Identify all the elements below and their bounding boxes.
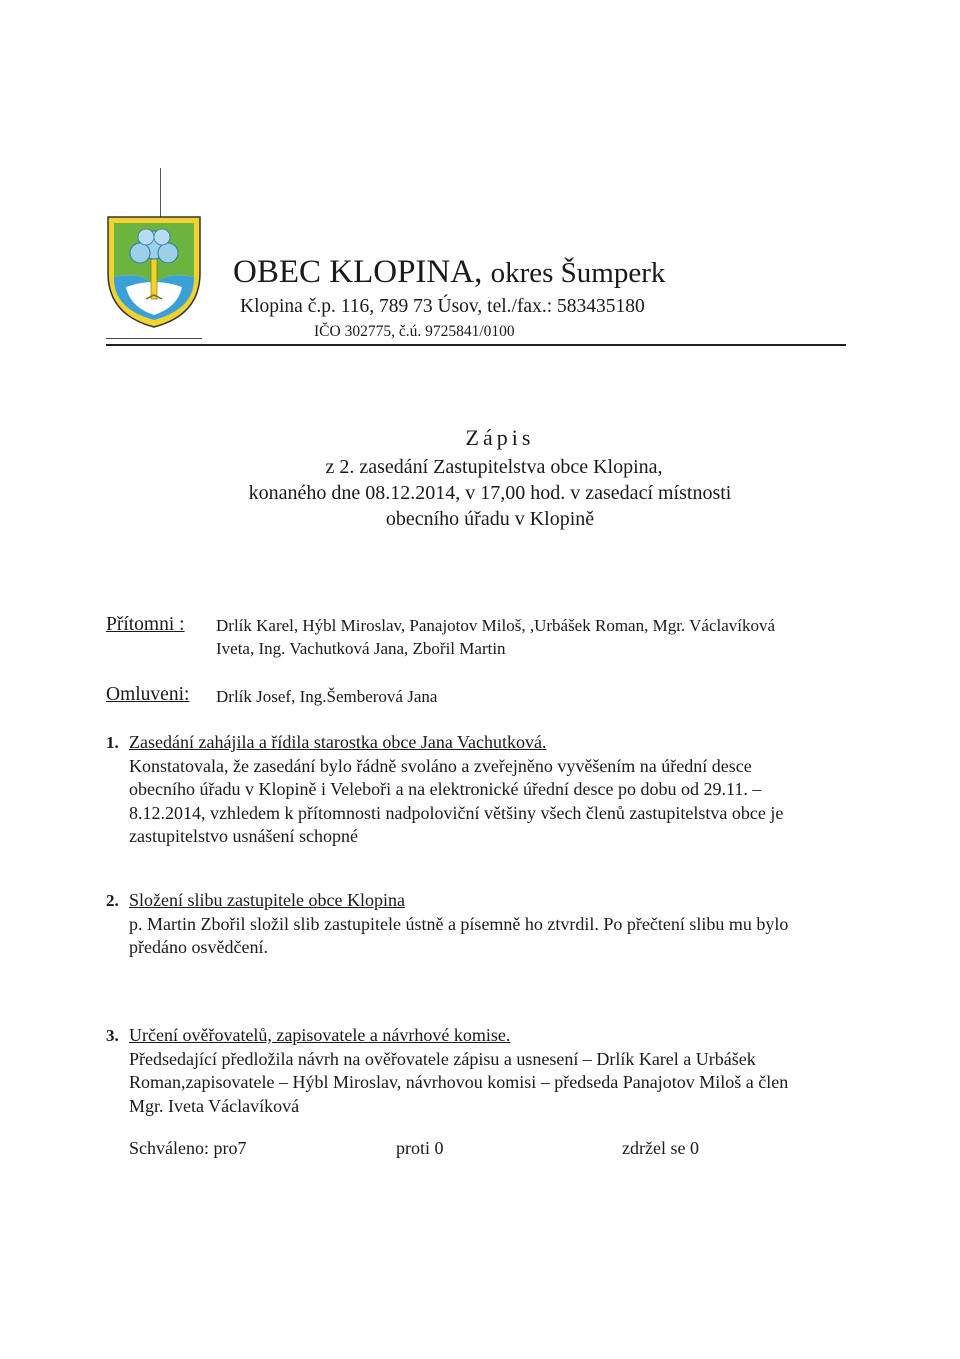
item-2-title: Složení slibu zastupitele obce Klopina xyxy=(129,890,405,910)
item-1-line-1: Konstatovala, že zasedání bylo řádně svoláno a zveřejněno vyvěšením na úřední desce xyxy=(129,755,752,776)
municipality-ids: IČO 302775, č.ú. 9725841/0100 xyxy=(314,323,515,340)
header-vertical-line xyxy=(160,168,161,218)
item-1-line-2: obecního úřadu v Klopině i Veleboři a na elektronické úřední desce po dobu od 29.11. – xyxy=(129,779,762,799)
present-names xyxy=(216,614,775,660)
header-rule-short xyxy=(106,338,202,339)
item-3-line-2: Roman,zapisovatele – Hýbl Miroslav, návrhovou komisi – předseda Panajotov Miloš a člen xyxy=(129,1072,789,1092)
item-2-number: 2. xyxy=(106,891,119,910)
item-3 xyxy=(129,1024,788,1118)
document-title: Zápis xyxy=(465,425,535,450)
item-2 xyxy=(129,889,788,960)
title-main: OBEC KLOPINA, xyxy=(233,254,483,290)
item-2-line-2: předáno osvědčení. xyxy=(129,937,268,957)
title-district: okres Šumperk xyxy=(490,257,666,289)
item-3-line-1: Předsedající předložila návrh na ověřovatele zápisu a usnesení – Drlík Karel a Urbášek xyxy=(129,1048,756,1069)
item-1-title: Zasedání zahájila a řídila starostka obce Jana Vachutková. xyxy=(129,732,547,752)
municipality-title xyxy=(233,256,665,289)
item-1 xyxy=(129,731,783,849)
item-1-line-3: 8.12.2014, vzhledem k přítomnosti nadpoloviční většiny všech členů zastupitelstva obce je xyxy=(129,802,784,823)
document-subtitle-1: z 2. zasedání Zastupitelstva obce Klopina, xyxy=(325,456,663,478)
vote-against: proti 0 xyxy=(396,1138,444,1158)
item-3-line-3: Mgr. Iveta Václavíková xyxy=(129,1095,300,1116)
present-label: Přítomni : xyxy=(106,614,185,635)
item-1-line-4: zastupitelstvo usnášení schopné xyxy=(129,826,358,846)
item-3-number: 3. xyxy=(106,1026,119,1045)
vote-abstained: zdržel se 0 xyxy=(622,1138,699,1158)
municipality-address: Klopina č.p. 116, 789 73 Úsov, tel./fax.: 583435180 xyxy=(240,296,645,317)
excused-names: Drlík Josef, Ing.Šemberová Jana xyxy=(216,687,438,706)
document-subtitle-2: konaného dne 08.12.2014, v 17,00 hod. v zasedací místnosti xyxy=(248,482,732,504)
document-subtitle-3: obecního úřadu v Klopině xyxy=(385,508,595,530)
present-line-2: Iveta, Ing. Vachutková Jana, Zbořil Martin xyxy=(216,639,506,658)
item-3-title: Určení ověřovatelů, zapisovatele a návrhové komise. xyxy=(129,1025,511,1045)
item-1-number: 1. xyxy=(106,733,119,752)
excused-label: Omluveni: xyxy=(106,684,190,705)
item-2-line-1: p. Martin Zbořil složil slib zastupitele ústně a písemně ho ztvrdil. Po přečtení slibu mu bylo xyxy=(129,913,789,934)
present-line-1: Drlík Karel, Hýbl Miroslav, Panajotov Miloš, ,Urbášek Roman, Mgr. Václavíková xyxy=(216,616,776,635)
coat-of-arms-icon xyxy=(106,215,202,329)
vote-approved: Schváleno: pro7 xyxy=(129,1138,247,1158)
header-rule xyxy=(106,344,846,346)
